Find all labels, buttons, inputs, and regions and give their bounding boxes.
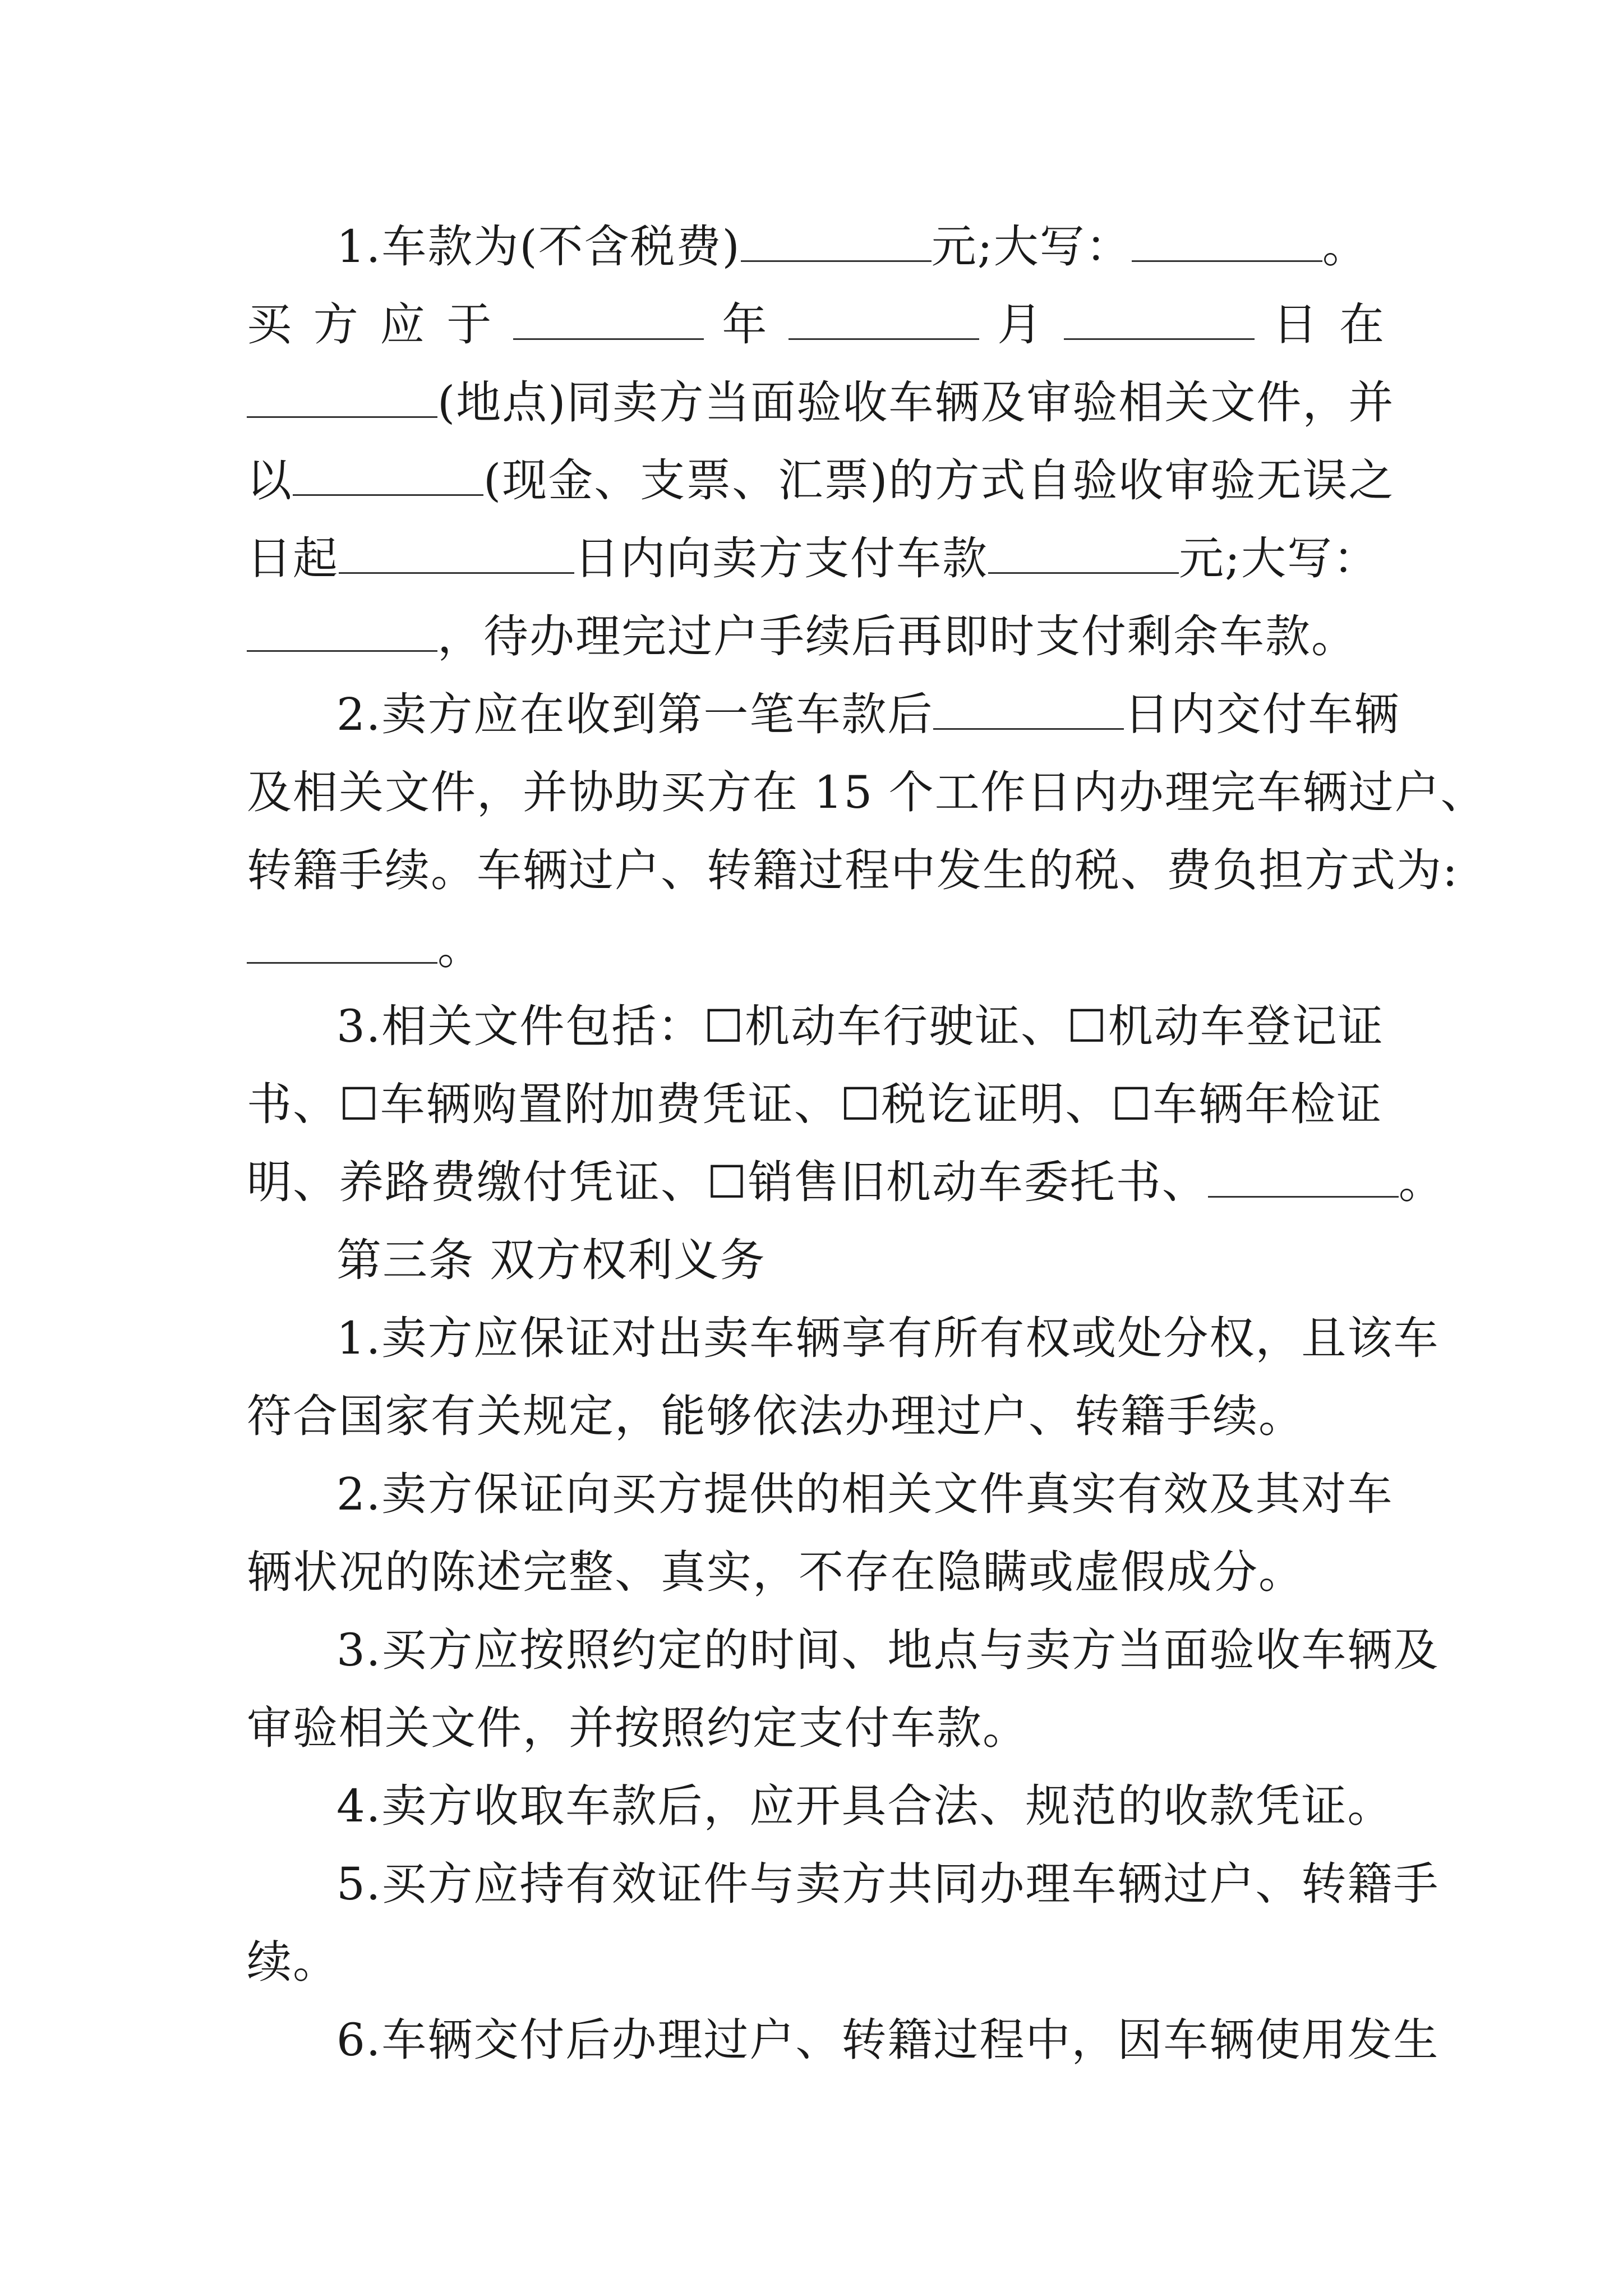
line-text: 5.买方应持有效证件与卖方共同办理车辆过户、转籍手 xyxy=(336,1858,1440,1910)
line-text: 4.卖方收取车款后，应开具合法、规范的收款凭证。 xyxy=(336,1780,1394,1832)
line-text: 元;大写： xyxy=(1179,532,1379,585)
contract-body-text xyxy=(247,208,1487,2079)
text-line-l11 xyxy=(247,987,1385,1065)
line-text: 以 xyxy=(247,454,293,507)
line-text: 。 xyxy=(1398,1156,1445,1208)
line-text: 3.相关文件包括：☐机动车行驶证、☐机动车登记证 xyxy=(336,1000,1384,1052)
line-text: 辆状况的陈述完整、真实，不存在隐瞒或虚假成分。 xyxy=(247,1546,1304,1598)
line-text: ，待办理完过户手续后再即时支付剩余车款。 xyxy=(437,610,1357,662)
fill-in-blank[interactable] xyxy=(339,533,574,574)
line-text: 买 方 应 于 xyxy=(247,298,514,351)
line-text: 2.卖方保证向买方提供的相关文件真实有效及其对车 xyxy=(336,1468,1394,1520)
line-text: 2.卖方应在收到第一笔车款后 xyxy=(336,688,934,740)
text-line-l14 xyxy=(247,1221,1385,1299)
text-line-l12 xyxy=(247,1065,1385,1143)
text-line-l18 xyxy=(247,1533,1385,1611)
line-text: 续。 xyxy=(247,1936,339,1988)
line-text: 。 xyxy=(1322,220,1368,273)
text-line-l8 xyxy=(247,753,1487,831)
text-line-l2 xyxy=(247,286,1385,364)
text-line-l23 xyxy=(247,1923,1385,2001)
text-line-l17 xyxy=(247,1455,1394,1533)
line-text: (地点)同卖方当面验收车辆及审验相关文件，并 xyxy=(437,376,1395,429)
fill-in-blank[interactable] xyxy=(1208,1157,1399,1198)
line-text: 日起 xyxy=(247,532,339,585)
fill-in-blank[interactable] xyxy=(513,299,704,340)
text-line-l3 xyxy=(247,364,1395,441)
fill-in-blank[interactable] xyxy=(933,689,1124,730)
fill-in-blank[interactable] xyxy=(1132,221,1322,262)
line-text: 日内交付车辆 xyxy=(1124,688,1400,740)
line-text: 明、养路费缴付凭证、☐销售旧机动车委托书、 xyxy=(247,1156,1208,1208)
fill-in-blank[interactable] xyxy=(1064,299,1255,340)
text-line-l1 xyxy=(247,208,1385,286)
fill-in-blank[interactable] xyxy=(247,611,437,652)
line-text: (现金、支票、汇票)的方式自验收审验无误之 xyxy=(483,454,1395,507)
line-text: 日内向卖方支付车款 xyxy=(574,532,988,585)
line-text: 书、☐车辆购置附加费凭证、☐税讫证明、☐车辆年检证 xyxy=(247,1078,1383,1130)
fill-in-blank[interactable] xyxy=(988,533,1179,574)
line-text: 1.卖方应保证对出卖车辆享有所有权或处分权，且该车 xyxy=(336,1312,1440,1364)
text-line-l5 xyxy=(247,519,1385,597)
line-text: 年 xyxy=(704,298,789,351)
fill-in-blank[interactable] xyxy=(293,455,483,496)
text-line-l20 xyxy=(247,1689,1385,1767)
line-text: 月 xyxy=(979,298,1064,351)
text-line-l24 xyxy=(247,2001,1440,2079)
line-text: 转籍手续。车辆过户、转籍过程中发生的税、费负担方式为: xyxy=(247,844,1459,896)
text-line-l9 xyxy=(247,831,1459,909)
line-text: 及相关文件，并协助买方在 15 个工作日内办理完车辆过户、 xyxy=(247,766,1487,818)
fill-in-blank[interactable] xyxy=(247,377,437,418)
line-text: 6.车辆交付后办理过户、转籍过程中，因车辆使用发生 xyxy=(336,2014,1440,2066)
fill-in-blank[interactable] xyxy=(247,923,437,964)
line-text: 1.车款为(不含税费) xyxy=(336,220,741,273)
line-text: 日 在 xyxy=(1255,298,1386,351)
line-text: 元;大写： xyxy=(931,220,1132,273)
text-line-l4 xyxy=(247,441,1395,519)
line-text: 审验相关文件，并按照约定支付车款。 xyxy=(247,1702,1029,1754)
fill-in-blank[interactable] xyxy=(789,299,979,340)
text-line-l22 xyxy=(247,1845,1440,1923)
text-line-l16 xyxy=(247,1377,1385,1455)
text-line-l21 xyxy=(247,1767,1394,1845)
text-line-l19 xyxy=(247,1611,1440,1689)
line-text: 第三条 双方权利义务 xyxy=(336,1234,766,1286)
text-line-l15 xyxy=(247,1299,1440,1377)
text-line-l6 xyxy=(247,597,1385,675)
text-line-l7 xyxy=(247,675,1400,753)
text-line-l10 xyxy=(247,909,1385,987)
line-text: 。 xyxy=(437,922,483,974)
line-text: 3.买方应按照约定的时间、地点与卖方当面验收车辆及 xyxy=(336,1624,1440,1676)
text-line-l13 xyxy=(247,1143,1445,1221)
line-text: 符合国家有关规定，能够依法办理过户、转籍手续。 xyxy=(247,1390,1304,1442)
fill-in-blank[interactable] xyxy=(741,221,932,262)
